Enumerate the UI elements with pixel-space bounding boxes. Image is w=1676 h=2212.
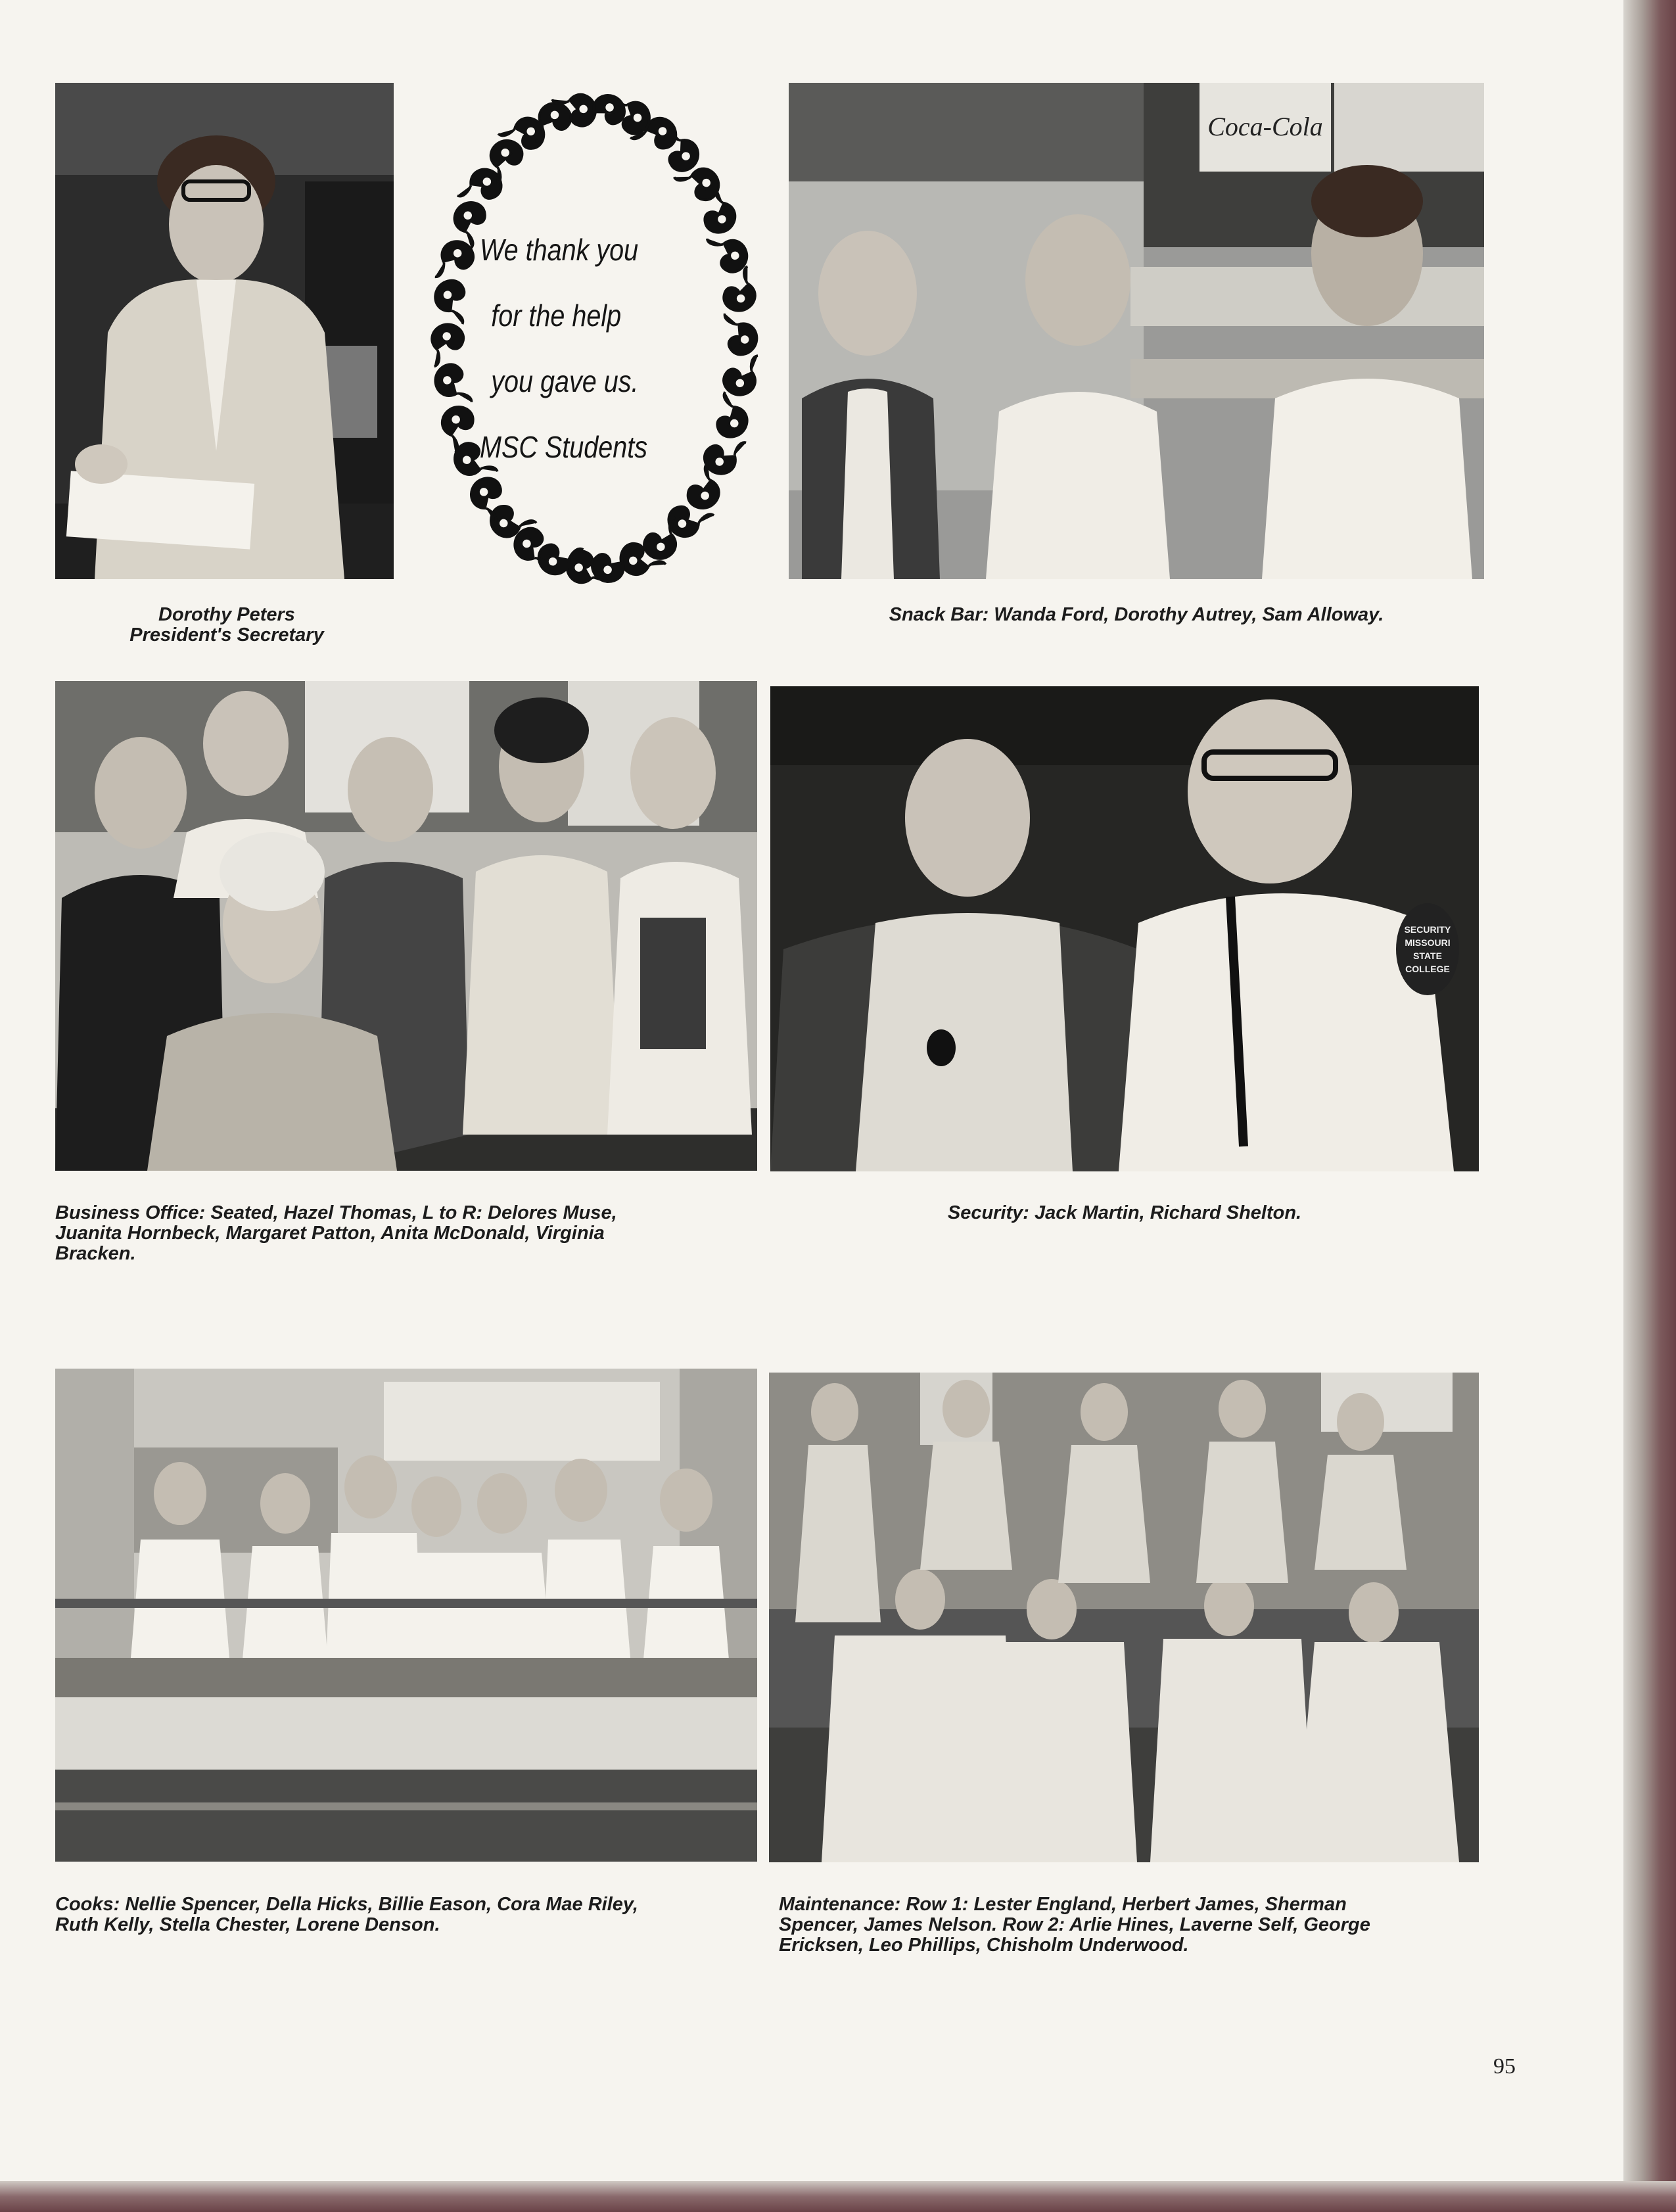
photo-snack-bar xyxy=(789,83,1484,579)
patch-line-3: STATE xyxy=(1413,951,1442,961)
caption-secretary-title: President's Secretary xyxy=(129,624,324,646)
patch-line-2: MISSOURI xyxy=(1405,937,1451,948)
photo-secretary xyxy=(55,83,394,579)
paisley-icon xyxy=(717,392,748,437)
caption-maintenance xyxy=(779,1894,1479,1956)
caption-security: Security: Jack Martin, Richard Shelton. xyxy=(947,1202,1302,1223)
thank-you-message xyxy=(480,217,716,480)
thank-you-line-3: you gave us. xyxy=(491,364,639,398)
photo-cooks xyxy=(55,1369,757,1862)
page-edge-bottom xyxy=(0,2181,1676,2212)
caption-maintenance-line-2: Spencer, James Nelson. Row 2: Arlie Hines, Laverne Self, George xyxy=(779,1914,1370,1935)
paisley-icon xyxy=(718,306,762,358)
paisley-icon xyxy=(454,167,503,202)
patch-line-1: SECURITY xyxy=(1404,924,1451,935)
photo-security xyxy=(770,686,1479,1171)
paisley-icon xyxy=(421,318,469,371)
paisley-icon xyxy=(668,506,714,538)
caption-business-office xyxy=(55,1203,757,1264)
caption-business-office-line-3: Bracken. xyxy=(55,1243,136,1264)
caption-snack-bar: Snack Bar: Wanda Ford, Dorothy Autrey, Sam Alloway. xyxy=(889,604,1384,625)
photo-business-office xyxy=(55,681,757,1171)
thank-you-line-2: for the help xyxy=(491,298,622,333)
thank-you-signature: MSC Students xyxy=(480,430,648,464)
photo-maintenance xyxy=(769,1373,1479,1862)
caption-maintenance-line-1: Maintenance: Row 1: Lester England, Herbert James, Sherman xyxy=(779,1894,1347,1915)
caption-business-office-line-1: Business Office: Seated, Hazel Thomas, L to R: Delores Muse, xyxy=(55,1202,617,1223)
caption-business-office-line-2: Juanita Hornbeck, Margaret Patton, Anita McDonald, Virginia xyxy=(55,1223,605,1244)
caption-secretary-name: Dorothy Peters xyxy=(158,604,295,625)
page-number: 95 xyxy=(1493,2054,1516,2079)
coca-cola-sign: Coca-Cola xyxy=(1207,112,1323,141)
thank-you-oval xyxy=(421,79,769,598)
page-edge-right xyxy=(1623,0,1676,2212)
caption-maintenance-line-3: Ericksen, Leo Phillips, Chisholm Underwood. xyxy=(779,1935,1189,1956)
caption-cooks xyxy=(55,1894,757,1935)
caption-secretary xyxy=(59,605,394,646)
caption-cooks-line-2: Ruth Kelly, Stella Chester, Lorene Denson. xyxy=(55,1914,440,1935)
patch-line-4: COLLEGE xyxy=(1405,964,1450,974)
paisley-icon xyxy=(432,279,469,328)
thank-you-line-1: We thank you xyxy=(480,233,639,267)
paisley-icon xyxy=(429,360,478,413)
caption-cooks-line-1: Cooks: Nellie Spencer, Della Hicks, Billie Eason, Cora Mae Riley, xyxy=(55,1894,638,1915)
